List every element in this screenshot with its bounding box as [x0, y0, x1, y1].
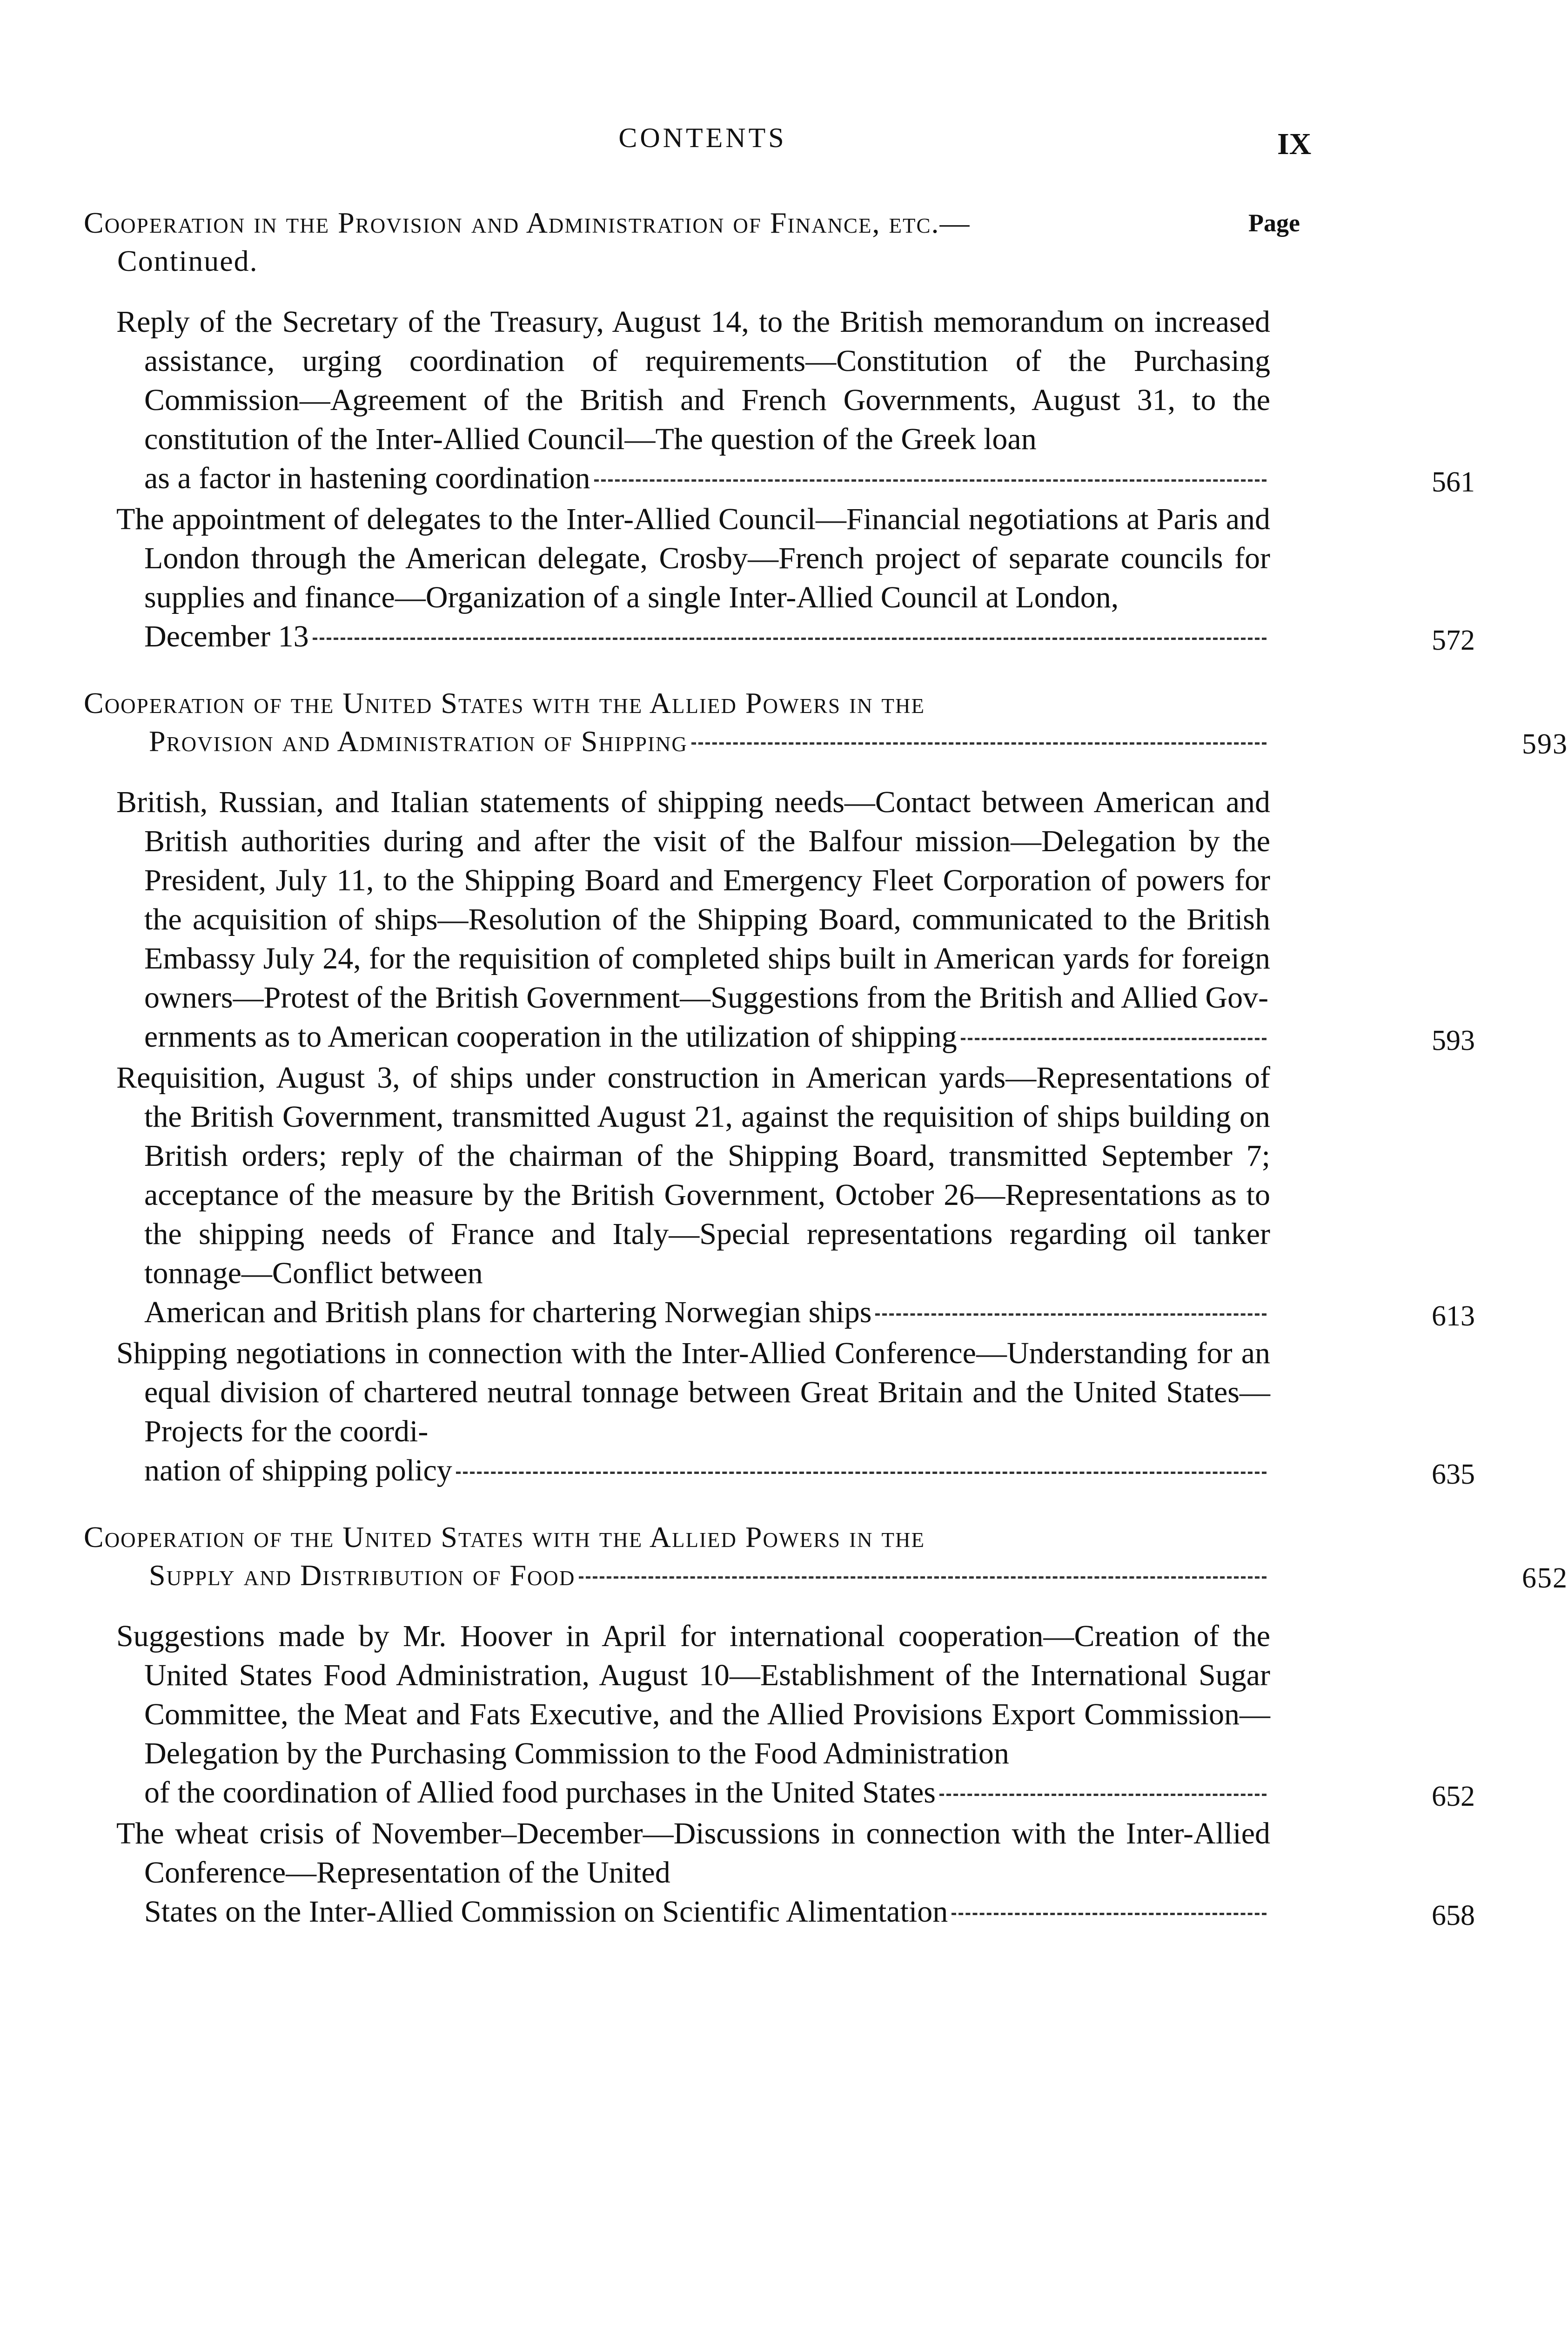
entry-last-text: ernments as to American cooperation in the utilization of shipping — [144, 1020, 957, 1054]
entry-last-line — [144, 459, 1270, 498]
section-heading-text: Cooperation of the United States with the Allied Powers in the — [84, 686, 925, 720]
entry-page-number: 593 — [1432, 1025, 1475, 1056]
entry-text: Shipping negotiations in connection with the Inter-Allied Conference—Understanding for an equal division of chartered neutral tonnage between Great Britain and the United States—Projects for the coordi- — [116, 1336, 1270, 1448]
entry-page-number: 561 — [1432, 466, 1475, 498]
section-heading — [84, 204, 1363, 280]
contents-entry — [84, 1058, 1475, 1332]
section-heading-line2-text: Provision and Administration of Shipping — [149, 725, 688, 758]
entry-last-line — [144, 1773, 1270, 1812]
dot-leader — [313, 638, 1266, 640]
entry-last-line — [144, 1293, 1270, 1332]
entry-text: The wheat crisis of November–December—Discussions in connection with the Inter-Allied Conference—Representation of the United — [116, 1816, 1270, 1890]
contents-entry — [84, 1617, 1475, 1812]
section-heading-continued: Continued. — [117, 244, 258, 277]
section-heading — [84, 1518, 1568, 1594]
contents-section-finance — [84, 204, 1475, 656]
contents-section-shipping — [84, 684, 1568, 1490]
entry-page-number: 572 — [1432, 625, 1475, 656]
entry-last-text: States on the Inter-Allied Commission on Scientific Alimentation — [144, 1895, 948, 1929]
dot-leader — [961, 1038, 1266, 1040]
section-heading-line2 — [84, 1556, 1270, 1594]
section-heading-text: Cooperation of the United States with the Allied Powers in the — [84, 1520, 925, 1554]
entry-list — [84, 783, 1475, 1490]
entry-last-text: as a factor in hastening coordination — [144, 461, 590, 495]
contents-entry — [84, 1334, 1475, 1490]
entry-text: Suggestions made by Mr. Hoover in April for international cooperation—Creation of the United States Food Administration, August 10—Establishment of the International Sugar Committee, the Meat and Fats Executive, and the Allied Provisions Export Commission—Delegation by the Purchasing Commission to the Food Administration — [116, 1619, 1270, 1770]
dot-leader — [952, 1913, 1266, 1915]
entry-text: The appointment of delegates to the Inter-Allied Council—Financial negotiations at Paris and London through the American delegate, Crosby—French project of separate councils for supplies and finance—Organization of a single Inter-Allied Council at London, — [116, 502, 1270, 614]
dot-leader — [594, 479, 1266, 482]
entry-text: Requisition, August 3, of ships under construction in American yards—Representations of the British Government, transmitted August 21, against the requisition of ships building on British orders; reply of the chairman of the Shipping Board, transmitted September 7; acceptance of the measure by the British Government, October 26—Representations as to the shipping needs of France and Italy—Special representations regarding oil tanker tonnage—Conflict between — [116, 1061, 1270, 1290]
running-title: CONTENTS — [618, 122, 787, 153]
entry-last-text: nation of shipping policy — [144, 1453, 452, 1487]
contents-entry — [84, 500, 1475, 656]
entry-text: British, Russian, and Italian statements of shipping needs—Contact between American and British authorities during and after the visit of the Balfour mission—Delegation by the President, July 11, to the Shipping Board and Emergency Fleet Corporation of powers for the acquisition of ships—Resolution of the Shipping Board, communicated to the British Embassy July 24, for the requisition of completed ships built in American yards for foreign owners—Protest of the British Government—Suggestions from the British and Allied Gov- — [116, 785, 1270, 1015]
entry-last-line — [144, 1451, 1270, 1490]
section-heading-line2 — [84, 722, 1270, 760]
entry-page-number: 613 — [1432, 1300, 1475, 1332]
dot-leader — [939, 1794, 1266, 1796]
dot-leader — [456, 1472, 1266, 1474]
dot-leader — [875, 1313, 1266, 1316]
entry-last-line — [144, 617, 1270, 656]
page-column-label: Page — [1248, 209, 1300, 237]
entry-last-text: of the coordination of Allied food purchases in the United States — [144, 1776, 936, 1809]
contents-section-food — [84, 1518, 1568, 1931]
section-heading-text: Cooperation in the Provision and Administration of Finance, etc.— — [84, 206, 971, 239]
dot-leader — [579, 1576, 1266, 1579]
entry-list — [84, 303, 1475, 656]
section-heading-line2-text: Supply and Distribution of Food — [149, 1559, 576, 1592]
entry-page-number: 635 — [1432, 1459, 1475, 1490]
page-numeral: IX — [1277, 127, 1312, 161]
entry-last-line — [144, 1892, 1270, 1931]
entry-page-number: 658 — [1432, 1900, 1475, 1931]
entry-list — [84, 1617, 1475, 1931]
contents-entry — [84, 1814, 1475, 1931]
section-page-number: 593 — [1522, 728, 1568, 760]
contents-entry — [84, 783, 1475, 1056]
section-page-number: 652 — [1522, 1562, 1568, 1594]
entry-last-text: American and British plans for chartering Norwegian ships — [144, 1295, 872, 1329]
entry-last-line — [144, 1017, 1270, 1056]
section-heading — [84, 684, 1568, 760]
entry-last-text: December 13 — [144, 619, 309, 653]
entry-text: Reply of the Secretary of the Treasury, August 14, to the British memorandum on increased assistance, urging coordination of requirements—Constitution of the Purchasing Commission—Agreement of the British and French Governments, August 31, to the constitution of the Inter-Allied Council—The question of the Greek loan — [116, 305, 1270, 456]
contents-body — [84, 204, 1568, 1959]
dot-leader — [691, 742, 1266, 745]
entry-page-number: 652 — [1432, 1781, 1475, 1812]
contents-entry — [84, 303, 1475, 498]
